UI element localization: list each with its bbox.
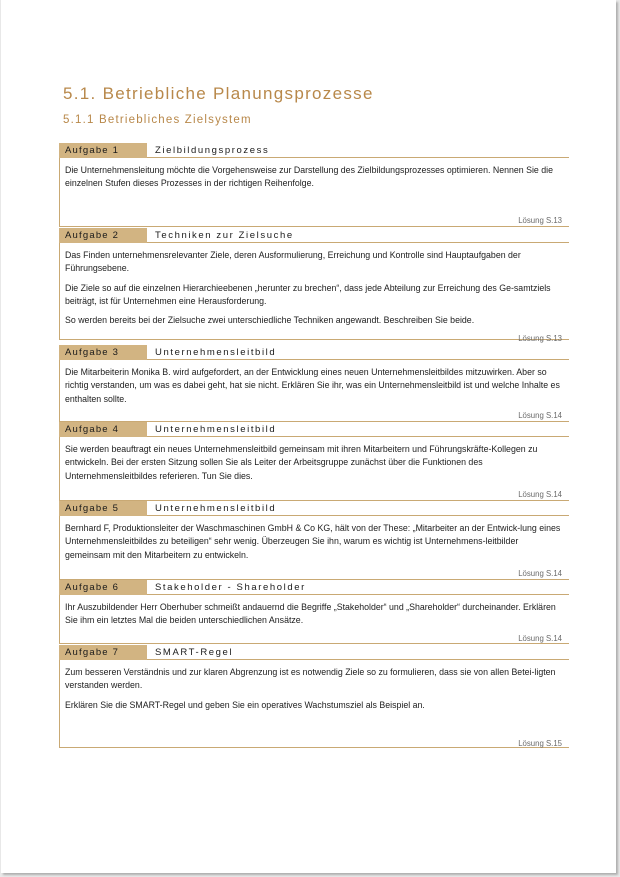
task-body: [59, 516, 569, 580]
task-label: Aufgabe 1: [59, 143, 147, 158]
task-paragraph: Das Finden unternehmensrelevanter Ziele, deren Ausformulierung, Erreichung und Kontrolle sind Hauptaufgaben der Führungsebene.: [65, 250, 521, 274]
task-body: [59, 243, 569, 340]
task-header: [59, 580, 569, 595]
task-body: [59, 158, 569, 227]
task-title: Unternehmensleitbild: [155, 503, 277, 514]
solution-reference: Lösung S.14: [518, 411, 562, 420]
task-block: [59, 228, 569, 340]
task-paragraph: Bernhard F, Produktionsleiter der Waschmaschinen GmbH & Co KG, hält von der These: „Mitarbeiter an der Entwick-lung eines Unternehmensleitbildes zu beteiligen“ sehr wenig. Überzeugen Sie ihn, warum es wichtig ist Unternehmens-leitbilder gemeinsam mit den Mitarbeitern zu entwickeln.: [65, 523, 561, 560]
task-title: Unternehmensleitbild: [155, 347, 277, 358]
solution-reference: Lösung S.15: [518, 739, 562, 748]
task-paragraph: Die Unternehmensleitung möchte die Vorgehensweise zur Darstellung des Zielbildungsprozesses optimieren. Nennen Sie die einzelnen Stufen dieses Prozesses in der richtigen Reihenfolge.: [65, 165, 554, 189]
task-title: Techniken zur Zielsuche: [155, 230, 294, 241]
task-paragraph: Ihr Auszubildender Herr Oberhuber schmeißt andauernd die Begriffe „Stakeholder“ und „Shareholder“ durcheinander. Erklären Sie ihm ein letztes Mal die beiden unterschiedlichen Ansätze.: [65, 602, 556, 626]
task-block: [59, 143, 569, 227]
task-label: Aufgabe 4: [59, 422, 147, 437]
solution-reference: Lösung S.14: [518, 490, 562, 499]
solution-reference: Lösung S.13: [518, 334, 562, 343]
task-header: [59, 228, 569, 243]
task-block: [59, 422, 569, 501]
solution-reference: Lösung S.13: [518, 216, 562, 225]
section-heading: 5.1. Betriebliche Planungsprozesse: [63, 84, 374, 103]
task-label: Aufgabe 6: [59, 580, 147, 595]
task-label: Aufgabe 2: [59, 228, 147, 243]
task-header: [59, 143, 569, 158]
task-block: [59, 501, 569, 580]
task-header: [59, 501, 569, 516]
subsection-heading: 5.1.1 Betriebliches Zielsystem: [63, 114, 252, 126]
task-paragraph: Die Ziele so auf die einzelnen Hierarchieebenen „herunter zu brechen“, dass jede Abteilung zur Erreichung des Ge-samtziels beiträgt, ist für Unternehmen eine Herausforderung.: [65, 282, 551, 306]
task-title: Zielbildungsprozess: [155, 145, 270, 156]
task-paragraph: Die Mitarbeiterin Monika B. wird aufgefordert, an der Entwicklung eines neuen Unternehmensleitbildes mitzuwirken. Aber so richtig verstanden, um was es dabei geht, hat sie nicht. Erklären Sie ihr, was ein Unternehmensleitbild ist und welche Inhalte es enthalten sollte.: [65, 367, 560, 404]
task-label: Aufgabe 7: [59, 645, 147, 660]
task-block: [59, 345, 569, 422]
task-body: [59, 360, 569, 422]
task-paragraph: Sie werden beauftragt ein neues Unternehmensleitbild gemeinsam mit ihren Mitarbeitern und Führungskräfte-Kollegen zu entwickeln. Bei der ersten Sitzung sollen Sie als Leiter der Arbeitsgruppe zunächst über die Funktionen des Unternehmensleitbildes referieren. Tun Sie dies.: [65, 444, 538, 481]
document-page: [1, 0, 616, 873]
task-title: SMART-Regel: [155, 647, 234, 658]
task-paragraph: So werden bereits bei der Zielsuche zwei unterschiedliche Techniken angewandt. Beschreiben Sie beide.: [65, 315, 475, 326]
solution-reference: Lösung S.14: [518, 634, 562, 643]
solution-reference: Lösung S.14: [518, 569, 562, 578]
task-label: Aufgabe 3: [59, 345, 147, 360]
task-body: [59, 660, 569, 748]
task-body: [59, 595, 569, 644]
task-title: Stakeholder - Shareholder: [155, 582, 306, 593]
task-title: Unternehmensleitbild: [155, 424, 277, 435]
task-paragraph: Zum besseren Verständnis und zur klaren Abgrenzung ist es notwendig Ziele so zu formulieren, dass sie von allen Betei-ligten verstanden werden.: [65, 667, 556, 691]
task-header: [59, 422, 569, 437]
task-header: [59, 345, 569, 360]
task-header: [59, 645, 569, 660]
task-block: [59, 580, 569, 644]
task-block: [59, 645, 569, 748]
task-paragraph: Erklären Sie die SMART-Regel und geben Sie ein operatives Wachstumsziel als Beispiel an.: [65, 699, 425, 710]
task-body: [59, 437, 569, 501]
task-label: Aufgabe 5: [59, 501, 147, 516]
